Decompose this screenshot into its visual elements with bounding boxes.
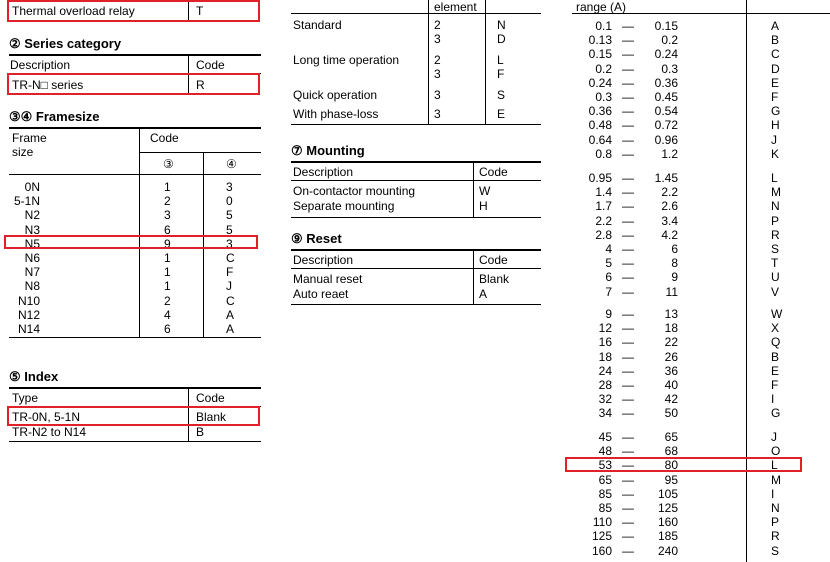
- frame-row-4-c3: 9: [164, 236, 171, 251]
- range-row-0-6-hi: 0.54: [654, 104, 678, 119]
- mounting-row-0-code: W: [479, 184, 491, 198]
- reset-divider: [473, 250, 474, 304]
- element-row-1-val-1: 3: [434, 67, 441, 81]
- range-head-rule: [572, 13, 830, 14]
- frame-row-1-c3: 2: [164, 194, 171, 209]
- element-row-2-label: Quick operation: [293, 88, 378, 102]
- highlight-frame-n5: [4, 235, 258, 249]
- range-row-2-3-hi: 26: [664, 349, 678, 364]
- index-bottom-rule: [9, 441, 261, 442]
- range-row-0-5-hi: 0.45: [654, 90, 678, 104]
- range-row-0-7-code: H: [771, 118, 780, 133]
- frame-row-0-c3: 1: [164, 180, 171, 194]
- range-row-0-3-dash: —: [622, 61, 634, 76]
- range-row-1-5-lo: 4: [605, 242, 612, 256]
- range-row-0-7-lo: 0.48: [588, 118, 612, 133]
- mounting-row-0-desc: On-contactor mounting: [293, 184, 416, 198]
- range-row-3-7-code: R: [771, 529, 780, 544]
- range-row-1-7-code: U: [771, 270, 780, 285]
- frame-row-6-c3: 1: [164, 265, 171, 280]
- range-row-1-2-dash: —: [622, 199, 634, 214]
- mounting-title: ⑦ Mounting: [291, 143, 365, 158]
- range-header: range (A): [576, 0, 627, 14]
- range-row-1-0-lo: 0.95: [588, 171, 612, 185]
- mounting-col-desc: Description: [293, 165, 354, 179]
- range-row-0-7-dash: —: [622, 118, 634, 133]
- range-row-0-2-lo: 0.15: [588, 47, 612, 62]
- range-row-2-2-dash: —: [622, 335, 634, 350]
- frame-row-10-size: N14: [17, 322, 40, 336]
- reset-col-code: Code: [479, 253, 508, 267]
- mounting-divider: [473, 162, 474, 217]
- range-row-1-7-lo: 6: [605, 270, 612, 285]
- range-row-3-4-code: I: [771, 486, 775, 501]
- range-row-3-6-hi: 160: [657, 515, 678, 530]
- frame-row-7-c3: 1: [164, 279, 171, 294]
- range-row-0-3-hi: 0.3: [661, 61, 678, 76]
- range-row-0-6-code: G: [771, 104, 781, 119]
- range-row-1-8-dash: —: [622, 284, 634, 299]
- range-row-2-6-hi: 42: [664, 392, 678, 407]
- range-row-2-4-dash: —: [622, 363, 634, 378]
- range-row-3-6-dash: —: [622, 515, 634, 530]
- range-row-0-1-code: B: [771, 33, 780, 48]
- range-row-3-7-lo: 125: [591, 529, 612, 544]
- range-row-0-0-code: A: [771, 19, 780, 33]
- range-row-1-5-code: S: [771, 242, 780, 256]
- element-row-2-code-0: S: [497, 88, 506, 102]
- range-row-3-2-lo: 53: [598, 458, 612, 473]
- range-row-1-0-dash: —: [622, 171, 634, 185]
- range-row-2-6-lo: 32: [598, 392, 612, 407]
- range-row-3-1-hi: 68: [664, 444, 678, 459]
- range-row-0-9-code: K: [771, 146, 780, 161]
- mounting-bottom-rule: [291, 217, 541, 218]
- frame-row-7-size: N8: [24, 279, 40, 294]
- frame-row-8-c3: 2: [164, 293, 171, 308]
- highlight-thermal: [7, 0, 260, 22]
- range-row-0-8-code: J: [771, 132, 777, 147]
- reset-head-rule: [291, 268, 541, 269]
- frame-row-0-size: 0N: [24, 180, 40, 194]
- range-row-2-1-code: X: [771, 321, 780, 336]
- frame-row-5-c4: C: [226, 251, 235, 265]
- range-row-1-4-code: R: [771, 227, 780, 242]
- range-row-2-1-dash: —: [622, 321, 634, 336]
- frame-row-8-size: N10: [17, 293, 40, 308]
- frame-title: ③④ Framesize: [9, 109, 100, 124]
- index-col-type: Type: [12, 391, 39, 405]
- index-row-0-code: Blank: [196, 410, 227, 424]
- range-row-1-3-dash: —: [622, 213, 634, 228]
- series-top-rule: [9, 54, 261, 56]
- range-row-1-6-lo: 5: [605, 256, 612, 271]
- mounting-row-1-desc: Separate mounting: [293, 199, 395, 213]
- range-row-0-9-hi: 1.2: [661, 146, 678, 161]
- index-col-code: Code: [196, 391, 225, 405]
- range-row-0-3-code: D: [771, 61, 780, 76]
- frame-row-2-c4: 5: [226, 208, 233, 223]
- element-row-0-val-0: 2: [434, 18, 441, 32]
- range-row-0-4-code: E: [771, 75, 780, 90]
- range-row-3-2-hi: 80: [664, 458, 678, 473]
- range-row-0-1-lo: 0.13: [588, 33, 612, 48]
- frame-row-1-size: 5-1N: [13, 194, 40, 209]
- range-row-3-5-lo: 85: [598, 501, 612, 515]
- frame-row-9-size: N12: [17, 307, 40, 322]
- reset-row-0-code: Blank: [479, 272, 510, 286]
- frame-row-3-c3: 6: [164, 222, 171, 237]
- frame-row-9-c4: A: [226, 307, 235, 322]
- range-row-3-7-hi: 185: [657, 529, 678, 544]
- range-row-0-8-lo: 0.64: [588, 132, 612, 147]
- range-row-1-1-code: M: [771, 185, 781, 200]
- reset-top-rule: [291, 249, 541, 251]
- frame-row-7-c4: J: [226, 279, 232, 294]
- range-row-2-4-code: E: [771, 363, 780, 378]
- index-top-rule: [9, 387, 261, 389]
- index-row-0-type: TR-0N, 5-1N: [12, 410, 81, 424]
- range-row-1-8-hi: 11: [665, 284, 678, 299]
- highlight-index: [7, 406, 260, 426]
- reset-bottom-rule: [291, 304, 541, 305]
- element-divider-1: [428, 0, 429, 124]
- range-row-1-8-code: V: [771, 284, 780, 299]
- range-row-1-6-code: T: [771, 256, 779, 271]
- range-row-1-1-lo: 1.4: [595, 185, 612, 200]
- frame-col-code: Code: [150, 131, 179, 145]
- reset-title: ⑨ Reset: [291, 231, 342, 246]
- range-row-0-6-dash: —: [622, 104, 634, 119]
- range-row-3-8-hi: 240: [657, 543, 678, 558]
- frame-row-4-c4: 3: [226, 236, 233, 251]
- element-row-3-code-0: E: [497, 107, 506, 121]
- range-row-3-1-dash: —: [622, 444, 634, 459]
- frame-row-10-c4: A: [226, 322, 235, 336]
- frame-divider-1: [139, 128, 140, 338]
- element-row-0-code-1: D: [497, 32, 506, 46]
- range-row-1-0-hi: 1.45: [654, 171, 678, 185]
- range-row-1-6-hi: 8: [671, 256, 678, 271]
- range-row-0-9-dash: —: [622, 146, 634, 161]
- range-row-3-0-hi: 65: [664, 430, 678, 444]
- range-row-1-2-hi: 2.6: [661, 199, 678, 214]
- range-row-3-5-dash: —: [622, 501, 634, 515]
- range-row-1-6-dash: —: [622, 256, 634, 271]
- element-row-1-code-1: F: [497, 67, 505, 81]
- range-row-3-0-lo: 45: [598, 430, 612, 444]
- range-row-2-2-lo: 16: [598, 335, 612, 350]
- range-row-3-0-code: J: [771, 430, 777, 444]
- element-head-rule: [291, 13, 541, 14]
- frame-row-10-c3: 6: [164, 322, 171, 336]
- frame-top-rule: [9, 127, 261, 129]
- range-row-1-5-hi: 6: [671, 242, 678, 256]
- range-row-0-2-code: C: [771, 47, 780, 62]
- mounting-col-code: Code: [479, 165, 508, 179]
- range-row-2-7-code: G: [771, 406, 781, 421]
- reset-row-0-desc: Manual reset: [293, 272, 363, 286]
- range-row-1-7-hi: 9: [671, 270, 678, 285]
- series-row-desc: TR-N□ series: [12, 78, 84, 92]
- series-col-desc: Description: [10, 58, 71, 72]
- range-row-0-9-lo: 0.8: [595, 146, 612, 161]
- range-row-2-4-lo: 24: [598, 363, 612, 378]
- range-row-3-5-hi: 125: [657, 501, 678, 515]
- range-row-2-3-dash: —: [622, 349, 634, 364]
- range-row-2-0-code: W: [771, 307, 783, 321]
- range-row-0-4-lo: 0.24: [588, 75, 612, 90]
- range-row-0-5-dash: —: [622, 90, 634, 104]
- range-row-3-1-lo: 48: [598, 444, 612, 459]
- frame-row-1-c4: 0: [226, 194, 233, 209]
- element-row-0-label: Standard: [293, 18, 342, 32]
- range-row-3-2-code: L: [771, 458, 778, 473]
- range-row-1-1-hi: 2.2: [661, 185, 678, 200]
- element-row-1-label: Long time operation: [293, 53, 400, 67]
- range-row-0-4-hi: 0.36: [654, 75, 678, 90]
- range-row-2-7-dash: —: [622, 406, 634, 421]
- range-row-3-3-hi: 95: [664, 472, 678, 487]
- range-row-0-2-dash: —: [622, 47, 634, 62]
- range-row-3-0-dash: —: [622, 430, 634, 444]
- mounting-head-rule: [291, 180, 541, 181]
- range-row-1-3-lo: 2.2: [595, 213, 612, 228]
- series-col-code: Code: [196, 58, 225, 72]
- range-row-1-2-lo: 1.7: [595, 199, 612, 214]
- range-row-3-1-code: O: [771, 444, 781, 459]
- range-row-0-0-hi: 0.15: [654, 19, 678, 33]
- element-row-1-code-0: L: [497, 53, 504, 67]
- range-row-3-4-hi: 105: [657, 486, 678, 501]
- frame-row-8-c4: C: [226, 293, 235, 308]
- range-row-3-8-lo: 160: [591, 543, 612, 558]
- mounting-row-1-code: H: [479, 199, 488, 213]
- range-row-1-7-dash: —: [622, 270, 634, 285]
- range-row-3-2-dash: —: [622, 458, 634, 473]
- range-row-0-5-code: F: [771, 90, 779, 104]
- range-row-1-4-hi: 4.2: [661, 227, 678, 242]
- range-row-3-6-code: P: [771, 515, 780, 530]
- range-row-1-0-code: L: [771, 171, 778, 185]
- index-row-1-code: B: [196, 425, 205, 439]
- frame-row-3-c4: 5: [226, 222, 233, 237]
- series-row-code: R: [196, 78, 205, 92]
- frame-row-2-size: N2: [24, 208, 40, 223]
- range-row-3-8-code: S: [771, 543, 780, 558]
- range-row-3-4-dash: —: [622, 486, 634, 501]
- highlight-range-53-80: [565, 457, 802, 472]
- frame-code-rule: [139, 152, 261, 153]
- element-bottom-rule: [291, 124, 541, 125]
- range-row-2-4-hi: 36: [664, 363, 678, 378]
- range-row-2-1-hi: 18: [664, 321, 678, 336]
- frame-col-size: Frame size: [12, 131, 47, 159]
- range-row-3-3-dash: —: [622, 472, 634, 487]
- range-row-3-4-lo: 85: [598, 486, 612, 501]
- highlight-series: [7, 73, 260, 95]
- frame-head-rule: [9, 174, 261, 175]
- range-row-1-3-hi: 3.4: [661, 213, 678, 228]
- frame-row-5-size: N6: [24, 251, 40, 265]
- range-row-0-0-dash: —: [622, 19, 634, 33]
- range-row-2-5-dash: —: [622, 378, 634, 392]
- frame-row-3-size: N3: [24, 222, 40, 237]
- range-row-3-5-code: N: [771, 501, 780, 515]
- range-row-2-0-lo: 9: [605, 307, 612, 321]
- range-row-0-0-lo: 0.1: [595, 19, 612, 33]
- reset-col-desc: Description: [293, 253, 354, 267]
- element-divider-2: [485, 0, 486, 124]
- range-row-2-1-lo: 12: [598, 321, 612, 336]
- mounting-top-rule: [291, 161, 541, 163]
- element-row-1-val-0: 2: [434, 53, 441, 67]
- range-row-0-1-dash: —: [622, 33, 634, 48]
- reset-row-1-desc: Auto reaet: [293, 287, 349, 301]
- element-row-0-code-0: N: [497, 18, 506, 32]
- range-row-3-8-dash: —: [622, 543, 634, 558]
- index-title: ⑤ Index: [9, 369, 59, 384]
- range-row-2-7-lo: 34: [598, 406, 612, 421]
- range-row-3-6-lo: 110: [592, 515, 612, 530]
- element-row-2-val-0: 3: [434, 88, 441, 102]
- frame-sub-4: ④: [226, 157, 237, 171]
- range-row-2-5-lo: 28: [598, 378, 612, 392]
- range-row-1-5-dash: —: [622, 242, 634, 256]
- thermal-code: T: [196, 4, 204, 18]
- range-row-0-7-hi: 0.72: [654, 118, 678, 133]
- frame-bottom-rule: [9, 337, 261, 338]
- range-row-0-8-dash: —: [622, 132, 634, 147]
- range-row-1-8-lo: 7: [605, 284, 612, 299]
- range-row-3-7-dash: —: [622, 529, 634, 544]
- frame-row-9-c3: 4: [164, 307, 171, 322]
- range-row-2-0-hi: 13: [664, 307, 678, 321]
- range-row-1-4-dash: —: [622, 227, 634, 242]
- frame-row-2-c3: 3: [164, 208, 171, 223]
- frame-sub-3: ③: [163, 157, 174, 171]
- range-row-0-1-hi: 0.2: [661, 33, 678, 48]
- range-row-2-0-dash: —: [622, 307, 634, 321]
- range-row-2-5-hi: 40: [664, 378, 678, 392]
- range-row-0-5-lo: 0.3: [595, 90, 612, 104]
- range-row-1-3-code: P: [771, 213, 780, 228]
- index-row-1-type: TR-N2 to N14: [12, 425, 87, 439]
- element-row-0-val-1: 3: [434, 32, 441, 46]
- range-row-0-8-hi: 0.96: [654, 132, 678, 147]
- element-header: element: [434, 0, 477, 14]
- frame-row-4-size: N5: [24, 236, 40, 251]
- range-row-2-2-code: Q: [771, 335, 781, 350]
- range-row-2-2-hi: 22: [664, 335, 678, 350]
- range-row-2-3-code: B: [771, 349, 780, 364]
- range-row-0-6-lo: 0.36: [588, 104, 612, 119]
- range-row-1-2-code: N: [771, 199, 780, 214]
- frame-row-6-size: N7: [24, 265, 40, 280]
- frame-row-5-c3: 1: [164, 251, 171, 265]
- thermal-label: Thermal overload relay: [12, 4, 135, 18]
- range-row-1-4-lo: 2.8: [595, 227, 612, 242]
- range-divider: [746, 0, 747, 562]
- series-title: ② Series category: [9, 36, 122, 51]
- range-row-2-5-code: F: [771, 378, 779, 392]
- element-row-3-val-0: 3: [434, 107, 441, 121]
- range-row-1-1-dash: —: [622, 185, 634, 200]
- range-row-0-3-lo: 0.2: [595, 61, 612, 76]
- range-row-0-4-dash: —: [622, 75, 634, 90]
- range-row-2-6-dash: —: [622, 392, 634, 407]
- range-row-0-2-hi: 0.24: [654, 47, 678, 62]
- range-row-3-3-lo: 65: [598, 472, 612, 487]
- range-row-2-6-code: I: [771, 392, 775, 407]
- range-row-2-7-hi: 50: [664, 406, 678, 421]
- frame-row-6-c4: F: [226, 265, 234, 280]
- reset-row-1-code: A: [479, 287, 488, 301]
- frame-row-0-c4: 3: [226, 180, 233, 194]
- range-row-3-3-code: M: [771, 472, 781, 487]
- element-row-3-label: With phase-loss: [293, 107, 379, 121]
- range-row-2-3-lo: 18: [598, 349, 612, 364]
